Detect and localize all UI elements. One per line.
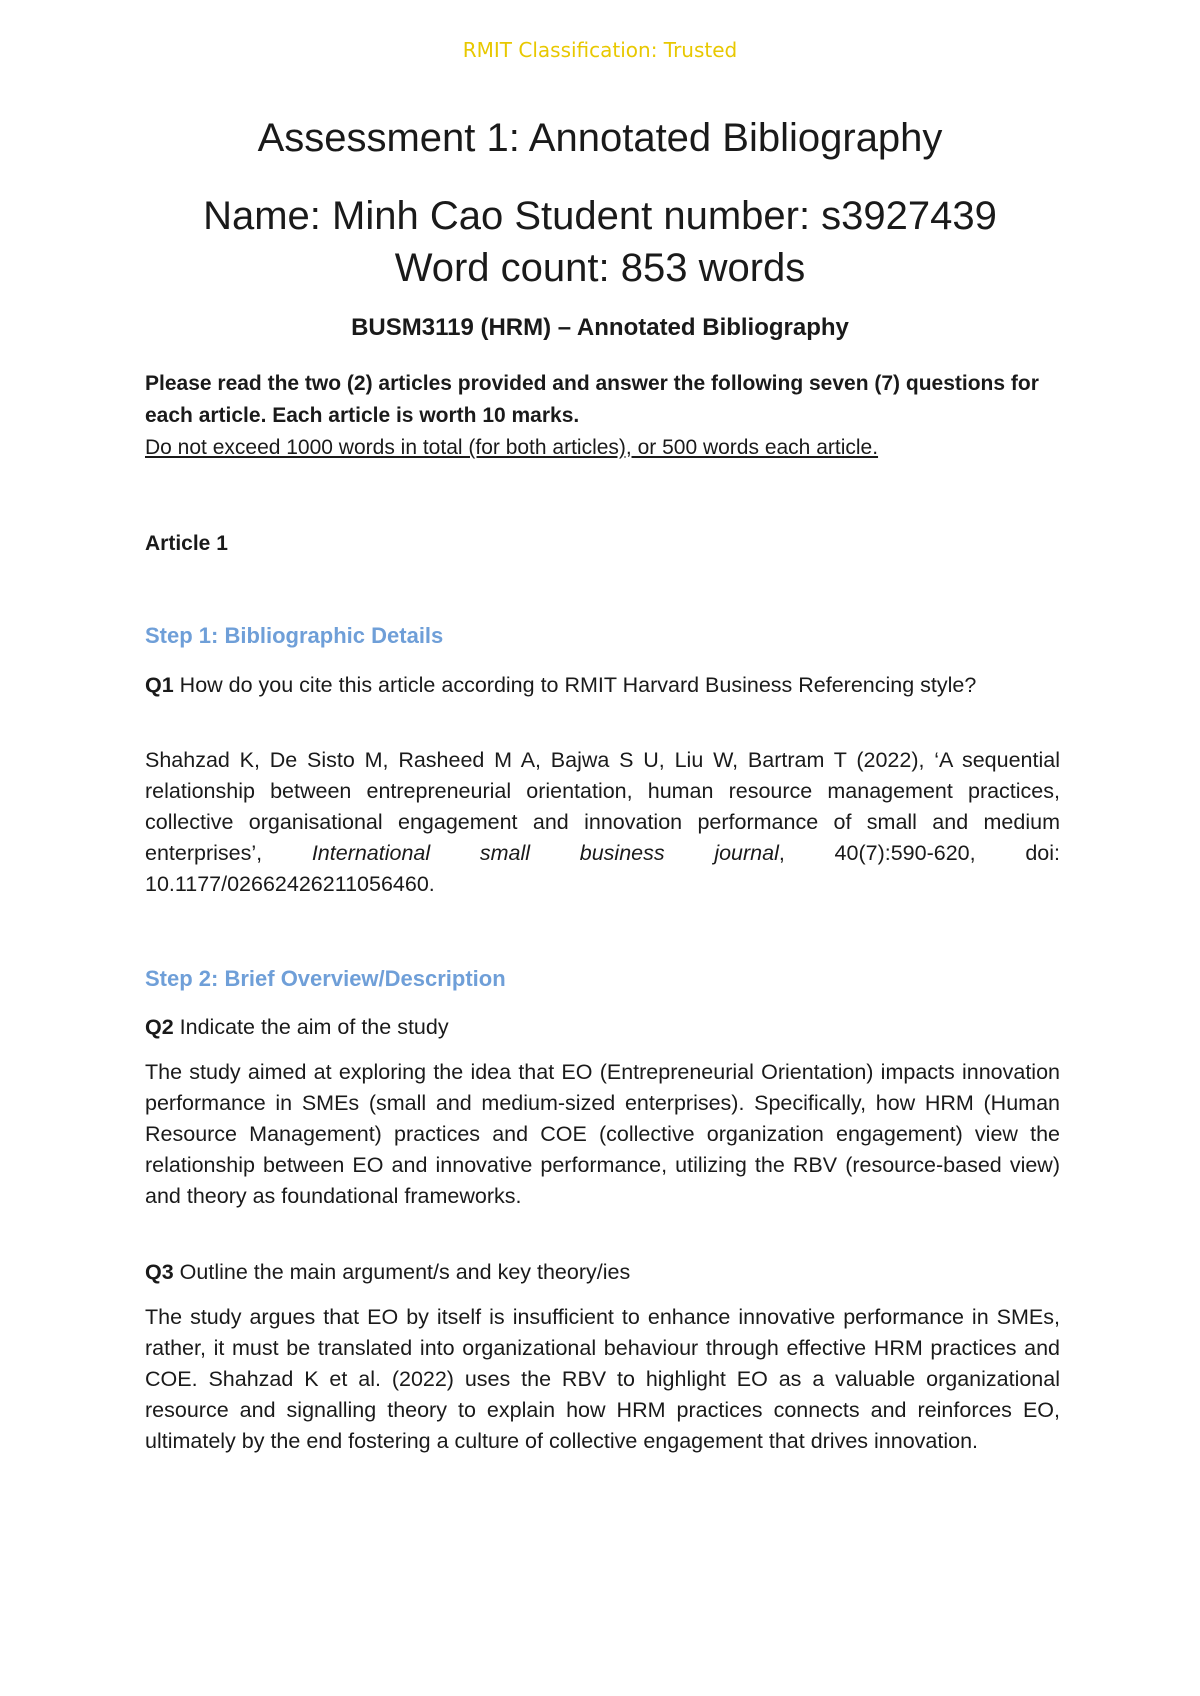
student-name-number: Name: Minh Cao Student number: s3927439 <box>203 194 997 238</box>
citation-main: Shahzad K, De Sisto M, Rasheed M A, Bajwa S U, Liu W, Bartram T (2022), ‘A sequential relationship between entrepreneurial orientation, human resource management practices, collective organisational engagement and innovation performance of small and medium enterprises’, <box>145 748 1060 865</box>
course-heading: BUSM3119 (HRM) – Annotated Bibliography <box>351 314 849 341</box>
question-3-text: Outline the main argument/s and key theory/ies <box>179 1260 631 1284</box>
classification-label: RMIT Classification: Trusted <box>462 38 738 62</box>
citation <box>145 745 1060 900</box>
answer-2: The study aimed at exploring the idea that EO (Entrepreneurial Orientation) impacts innovation performance in SMEs (small and medium-sized enterprises). Specifically, how HRM (Human Resource Management) practices and COE (collective organization engagement) view the relationship between EO and innovative performance, utilizing the RBV (resource-based view) and theory as foundational frameworks. <box>145 1060 1060 1208</box>
word-limit-note: Do not exceed 1000 words in total (for both articles), or 500 words each article. <box>145 436 879 459</box>
question-3 <box>145 1257 1060 1288</box>
step-2-heading: Step 2: Brief Overview/Description <box>145 966 506 991</box>
question-1 <box>145 670 1060 701</box>
question-2-text: Indicate the aim of the study <box>179 1015 449 1039</box>
answer-3: The study argues that EO by itself is insufficient to enhance innovative performance in SMEs, rather, it must be translated into organizational behaviour through effective HRM practices and COE. Shahzad K et al. (2022) uses the RBV to highlight EO as a valuable organizational resource and signalling theory to explain how HRM practices connects and reinforces EO, ultimately by the end fostering a culture of collective engagement that drives innovation. <box>145 1305 1060 1453</box>
question-2-label: Q2 <box>145 1015 174 1039</box>
student-details <box>0 190 1200 294</box>
question-1-label: Q1 <box>145 673 174 697</box>
question-3-label: Q3 <box>145 1260 174 1284</box>
question-2 <box>145 1012 1060 1043</box>
article-label: Article 1 <box>145 532 228 555</box>
citation-details: , 40(7):590-620, doi: 10.1177/02662426211056460. <box>145 841 1060 896</box>
word-count: Word count: 853 words <box>394 246 806 290</box>
step-1-heading: Step 1: Bibliographic Details <box>145 623 444 648</box>
question-1-text: How do you cite this article according to RMIT Harvard Business Referencing style? <box>179 673 977 697</box>
document-title: Assessment 1: Annotated Bibliography <box>257 116 943 160</box>
citation-journal: International small business journal <box>311 841 779 865</box>
instructions: Please read the two (2) articles provided and answer the following seven (7) questions for each article. Each article is worth 10 marks. <box>145 372 1039 427</box>
